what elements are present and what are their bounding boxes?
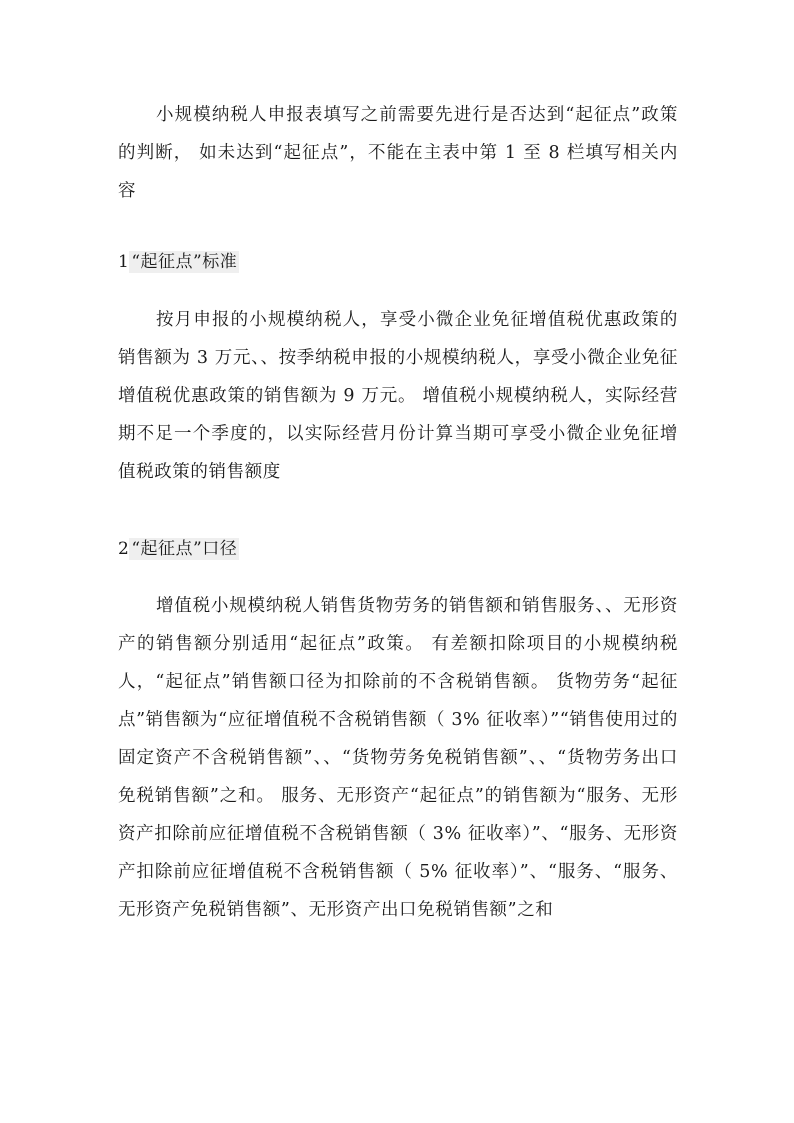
scope-paragraph: 增值税小规模纳税人销售货物劳务的销售额和销售服务、、无形资产的销售额分别适用“起征点”政策。 有差额扣除项目的小规模纳税人，“起征点”销售额口径为扣除前的不含税销售额。 货物劳务“起征点”销售额为“应征增值税不含税销售额（ 3% 征收率）”“销售使用过的固定资产不含税销售额”、、“货物劳务免税销售额”、、“货物劳务出口免税销售额”之和。 服务、无形资产“起征点”的销售额为“服务、无形资产扣除前应征增值税不含税销售额（ 3% 征收率）”、“服务、无形资产扣除前应征增值税不含税销售额（ 5% 征收率）”、“服务、“服务、无形资产免税销售额”、无形资产出口免税销售额”之和 — [118, 596, 678, 920]
section-heading-standard — [118, 248, 239, 276]
standard-paragraph: 按月申报的小规模纳税人，享受小微企业免征增值税优惠政策的销售额为 3 万元、、按季纳税申报的小规模纳税人，享受小微企业免征增值税优惠政策的销售额为 9 万元。 增值税小规模纳税人，实际经营期不足一个季度的，以实际经营月份计算当期可享受小微企业免征增值税政策的销售额度 — [118, 310, 678, 482]
intro-paragraph: 小规模纳税人申报表填写之前需要先进行是否达到“起征点”政策的判断， 如未达到“起征点”，不能在主表中第 1 至 8 栏填写相关内容 — [118, 105, 678, 201]
section-number: 1 — [118, 252, 130, 272]
section-heading-scope — [118, 535, 239, 563]
section-title: “起征点”标准 — [131, 252, 238, 272]
section-title: “起征点”口径 — [131, 539, 238, 559]
section-number: 2 — [118, 539, 130, 559]
